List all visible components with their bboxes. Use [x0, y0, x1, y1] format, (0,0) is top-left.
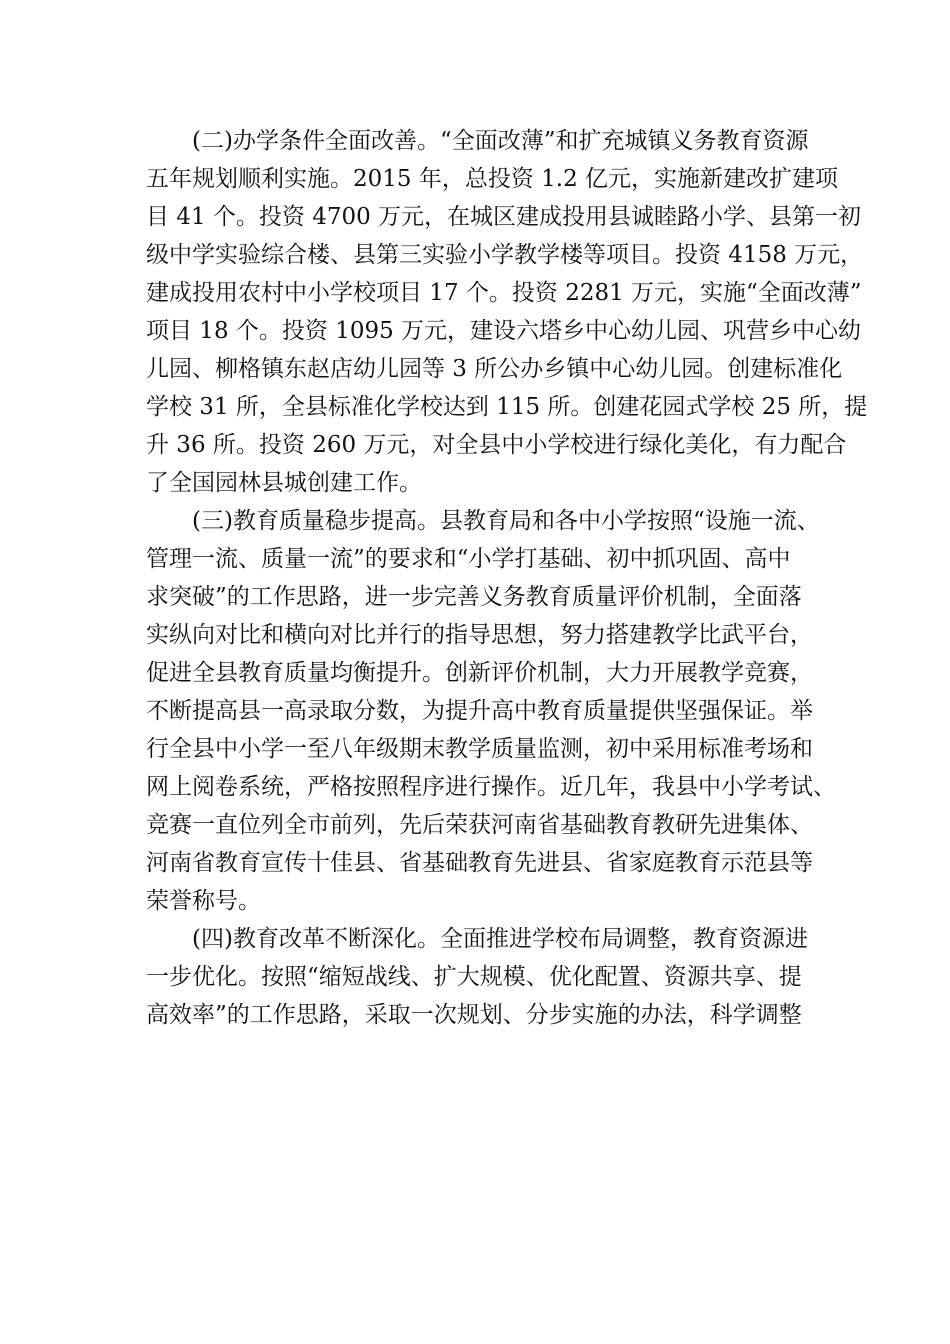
- text-line: 求突破”的工作思路，进一步完善义务教育质量评价机制，全面落: [146, 584, 802, 610]
- text-line: 不断提高县一高录取分数，为提升高中教育质量提供坚强保证。举: [146, 698, 813, 724]
- text-line: 级中学实验综合楼、县第三实验小学教学楼等项目。投资 4158 万元，: [146, 242, 864, 268]
- text-line: 五年规划顺利实施。2015 年，总投资 1.2 亿元，实施新建改扩建项: [146, 166, 839, 192]
- text-line: 河南省教育宣传十佳县、省基础教育先进县、省家庭教育示范县等: [146, 850, 813, 876]
- text-line: 目 41 个。投资 4700 万元，在城区建成投用县诚睦路小学、县第一初: [146, 204, 862, 230]
- text-line: 竞赛一直位列全市前列，先后荣获河南省基础教育教研先进集体、: [146, 812, 813, 838]
- paragraph-1: [146, 122, 868, 502]
- text-line: 升 36 所。投资 260 万元，对全县中小学校进行绿化美化，有力配合: [146, 432, 847, 458]
- text-line: 网上阅卷系统，严格按照程序进行操作。近几年，我县中小学考试、: [146, 774, 836, 800]
- paragraph-2: [146, 502, 836, 920]
- text-line: (三)教育质量稳步提高。县教育局和各中小学按照“设施一流、: [192, 508, 820, 534]
- document-body: [146, 122, 868, 1034]
- text-line: (二)办学条件全面改善。“全面改薄”和扩充城镇义务教育资源: [192, 128, 809, 154]
- text-line: 了全国园林县城创建工作。: [146, 470, 422, 496]
- text-line: 一步优化。按照“缩短战线、扩大规模、优化配置、资源共享、提: [146, 964, 802, 990]
- text-line: 建成投用农村中小学校项目 17 个。投资 2281 万元，实施“全面改薄”: [146, 280, 862, 306]
- text-line: 促进全县教育质量均衡提升。创新评价机制，大力开展教学竞赛，: [146, 660, 813, 686]
- text-line: 项目 18 个。投资 1095 万元，建设六塔乡中心幼儿园、巩营乡中心幼: [146, 318, 862, 344]
- text-line: 儿园、柳格镇东赵店幼儿园等 3 所公办乡镇中心幼儿园。创建标准化: [146, 356, 843, 382]
- text-line: 荣誉称号。: [146, 888, 261, 914]
- text-line: 学校 31 所，全县标准化学校达到 115 所。创建花园式学校 25 所，提: [146, 394, 868, 420]
- paragraph-3: [146, 920, 806, 1034]
- text-line: 实纵向对比和横向对比并行的指导思想，努力搭建教学比武平台，: [146, 622, 813, 648]
- text-line: (四)教育改革不断深化。全面推进学校布局调整，教育资源进: [192, 926, 808, 952]
- text-line: 管理一流、质量一流”的要求和“小学打基础、初中抓巩固、高中: [146, 546, 791, 572]
- text-line: 高效率”的工作思路，采取一次规划、分步实施的办法，科学调整: [146, 1002, 802, 1028]
- text-line: 行全县中小学一至八年级期末教学质量监测，初中采用标准考场和: [146, 736, 813, 762]
